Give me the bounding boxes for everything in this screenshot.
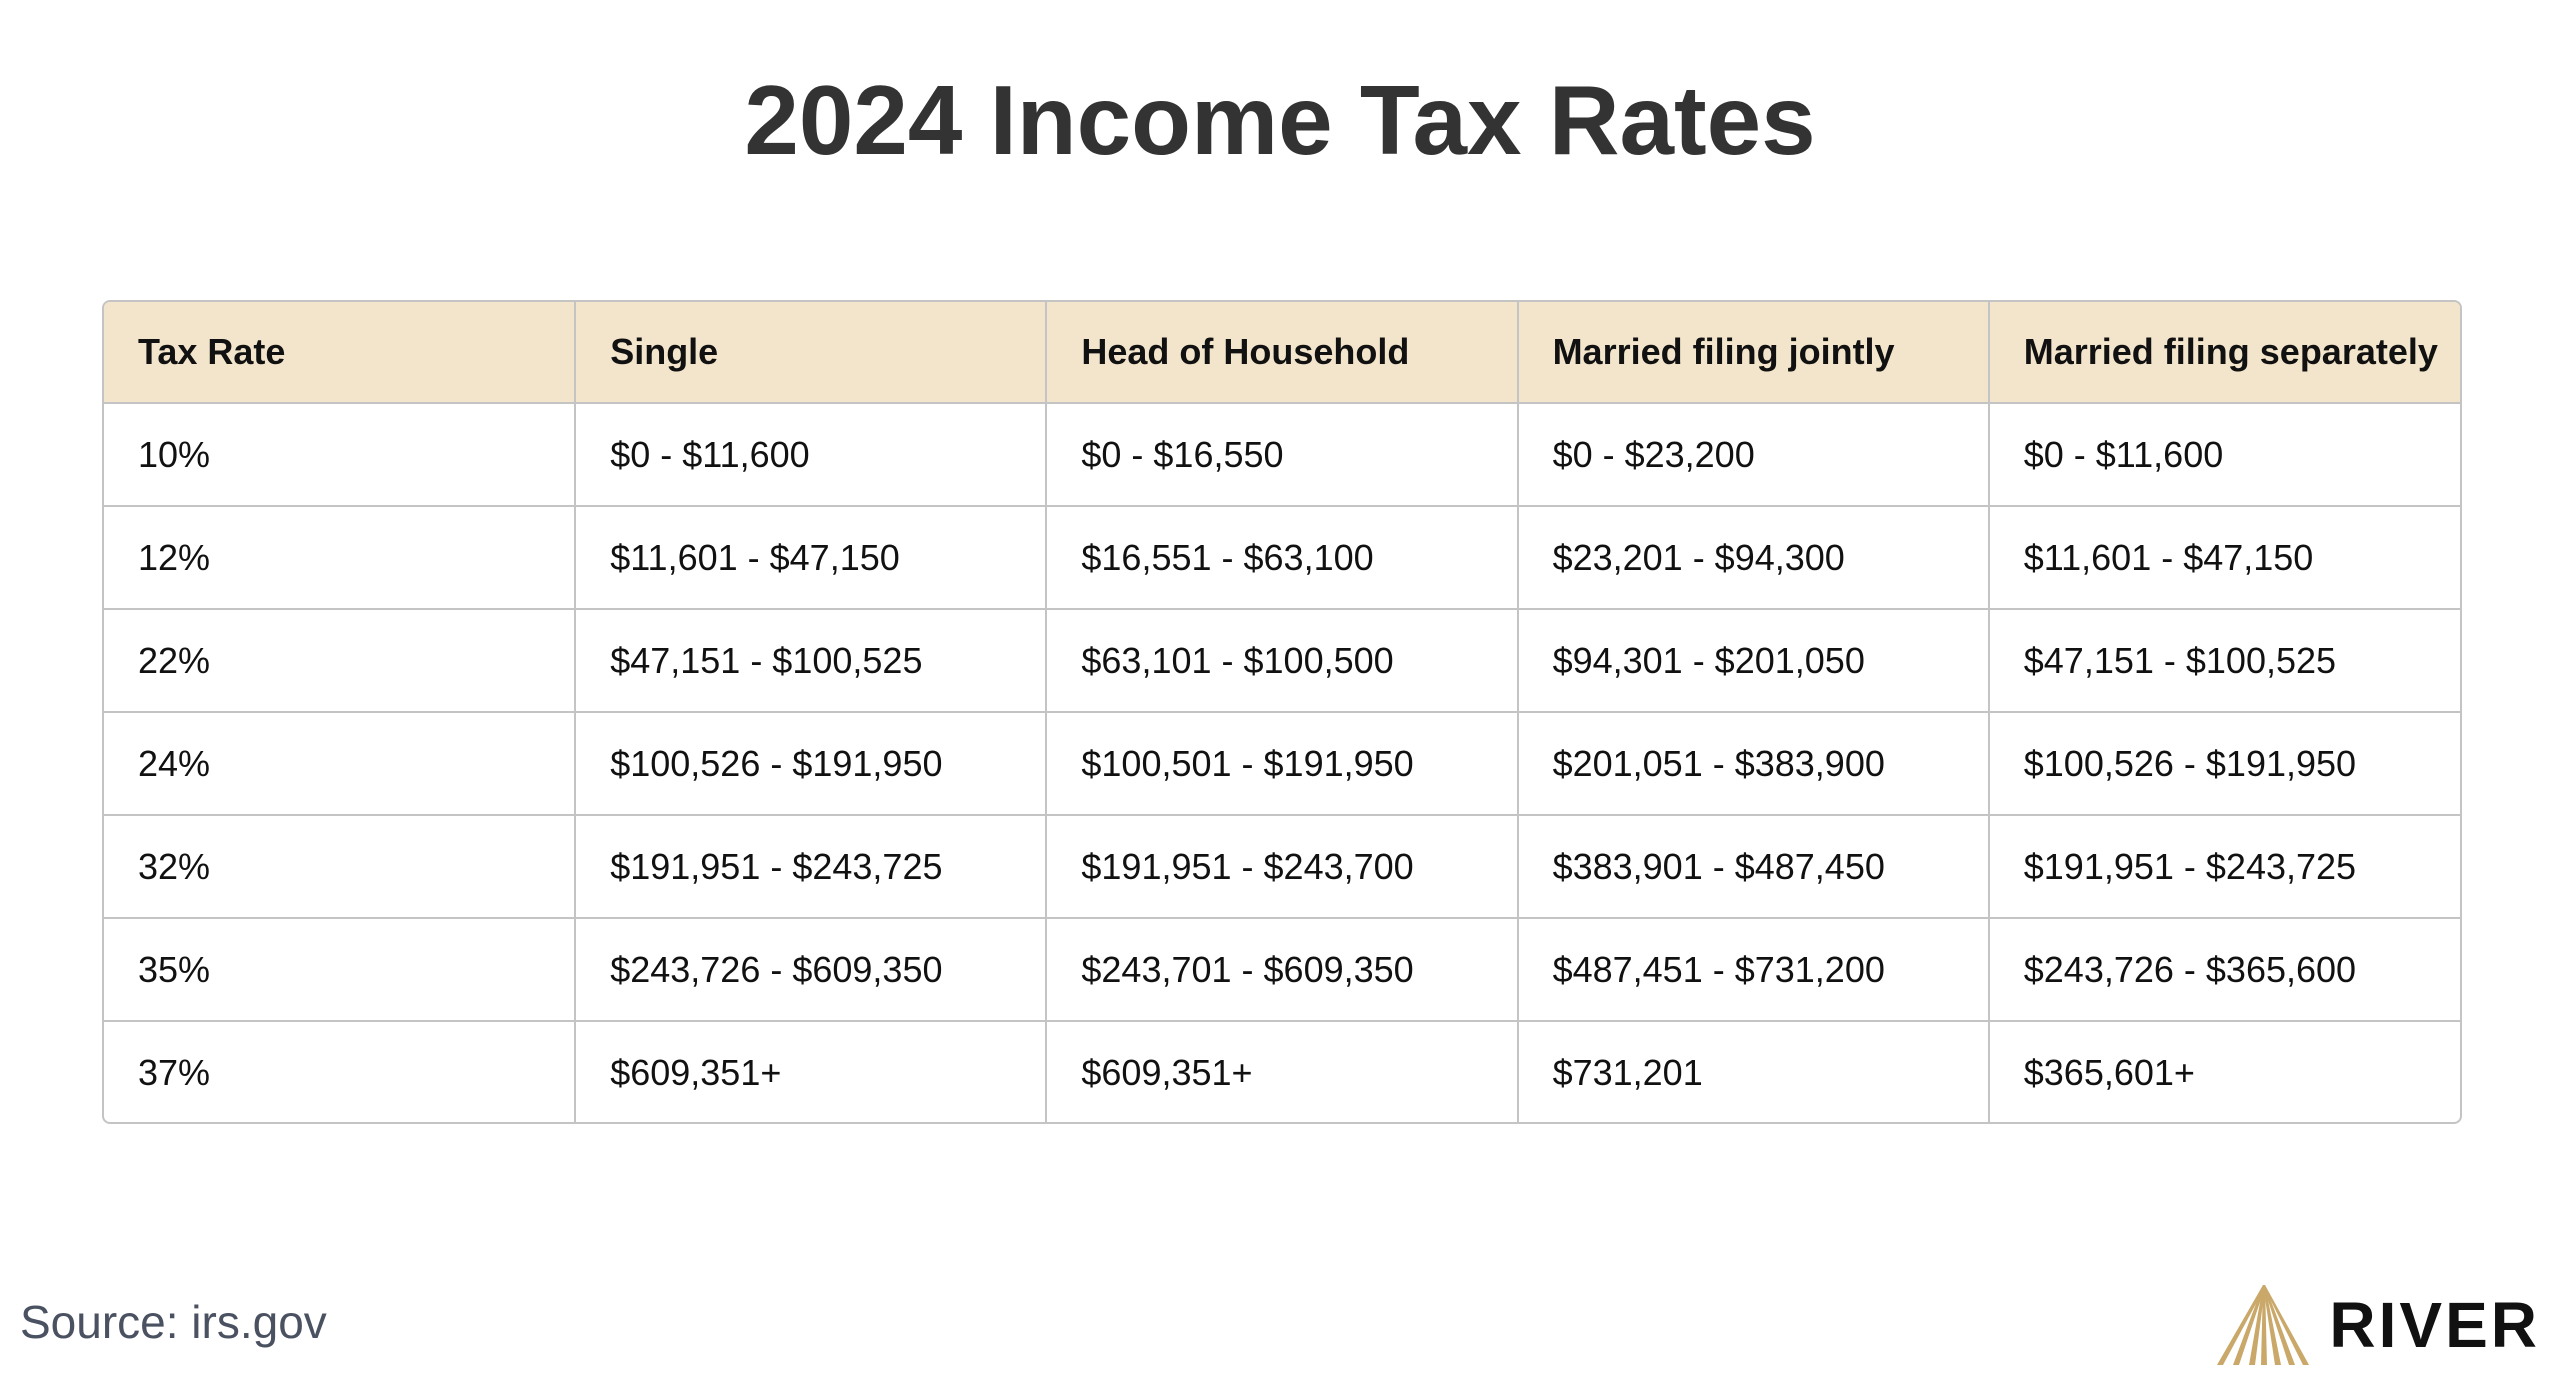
table-body	[104, 403, 2460, 1123]
cell-single: $0 - $11,600	[575, 403, 1046, 506]
cell-single: $47,151 - $100,525	[575, 609, 1046, 712]
cell-head-of-household: $243,701 - $609,350	[1046, 918, 1517, 1021]
header-married-separately: Married filing separately	[1989, 302, 2460, 403]
table-header	[104, 302, 2460, 403]
header-row	[104, 302, 2460, 403]
header-tax-rate: Tax Rate	[104, 302, 575, 403]
source-note: Source: irs.gov	[20, 1296, 327, 1348]
cell-married-jointly: $201,051 - $383,900	[1518, 712, 1989, 815]
cell-single: $609,351+	[575, 1021, 1046, 1123]
cell-single: $243,726 - $609,350	[575, 918, 1046, 1021]
page-title: 2024 Income Tax Rates	[744, 65, 1816, 175]
cell-single: $191,951 - $243,725	[575, 815, 1046, 918]
cell-tax-rate: 10%	[104, 403, 575, 506]
cell-married-jointly: $0 - $23,200	[1518, 403, 1989, 506]
table-row	[104, 506, 2460, 609]
header-single: Single	[575, 302, 1046, 403]
cell-head-of-household: $100,501 - $191,950	[1046, 712, 1517, 815]
river-peak-icon	[2215, 1283, 2311, 1367]
river-logo	[2215, 1280, 2540, 1370]
cell-tax-rate: 12%	[104, 506, 575, 609]
table-row	[104, 918, 2460, 1021]
tax-rates-table	[104, 302, 2460, 1123]
cell-married-jointly: $383,901 - $487,450	[1518, 815, 1989, 918]
table-row	[104, 815, 2460, 918]
cell-married-jointly: $487,451 - $731,200	[1518, 918, 1989, 1021]
cell-married-separately: $11,601 - $47,150	[1989, 506, 2460, 609]
cell-tax-rate: 35%	[104, 918, 575, 1021]
table-row	[104, 1021, 2460, 1123]
cell-married-jointly: $94,301 - $201,050	[1518, 609, 1989, 712]
cell-single: $11,601 - $47,150	[575, 506, 1046, 609]
cell-head-of-household: $191,951 - $243,700	[1046, 815, 1517, 918]
cell-married-separately: $100,526 - $191,950	[1989, 712, 2460, 815]
cell-married-separately: $365,601+	[2023, 1051, 2195, 1093]
cell-tax-rate: 37%	[104, 1021, 575, 1123]
header-married-jointly: Married filing jointly	[1518, 302, 1989, 403]
cell-head-of-household: $16,551 - $63,100	[1046, 506, 1517, 609]
cell-married-separately: $191,951 - $243,725	[1989, 815, 2460, 918]
cell-married-separately: $0 - $11,600	[1989, 403, 2460, 506]
header-head-of-household: Head of Household	[1046, 302, 1517, 403]
cell-head-of-household: $609,351+	[1046, 1021, 1517, 1123]
table-row	[104, 403, 2460, 506]
cell-single: $100,526 - $191,950	[575, 712, 1046, 815]
tax-rates-table-container	[102, 300, 2462, 1124]
cell-head-of-household: $63,101 - $100,500	[1046, 609, 1517, 712]
cell-married-separately: $243,726 - $365,600	[1989, 918, 2460, 1021]
cell-tax-rate: 32%	[104, 815, 575, 918]
cell-married-jointly: $731,201	[1518, 1021, 1989, 1123]
cell-tax-rate: 22%	[104, 609, 575, 712]
cell-tax-rate: 24%	[104, 712, 575, 815]
logo-wordmark: RIVER	[2329, 1289, 2540, 1361]
table-row	[104, 609, 2460, 712]
cell-head-of-household: $0 - $16,550	[1046, 403, 1517, 506]
cell-married-jointly: $23,201 - $94,300	[1518, 506, 1989, 609]
table-row	[104, 712, 2460, 815]
cell-married-separately: $47,151 - $100,525	[1989, 609, 2460, 712]
